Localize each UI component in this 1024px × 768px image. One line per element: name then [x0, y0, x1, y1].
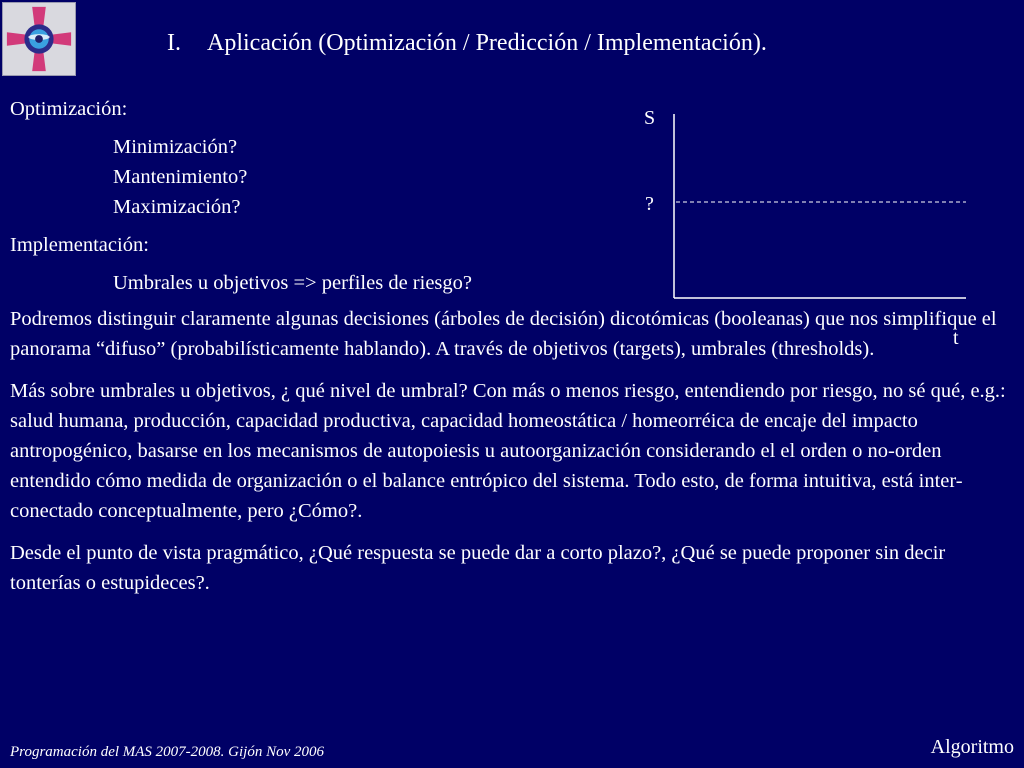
implementation-heading: Implementación: — [10, 234, 149, 256]
slide-title — [167, 30, 767, 57]
title-text: Aplicación (Optimización / Predicción / Implementación). — [207, 30, 767, 56]
optimization-item-minimize: Minimización? — [113, 136, 238, 158]
optimization-item-maximize: Maximización? — [113, 196, 241, 218]
diagram-x-label: t — [953, 327, 959, 349]
paragraph-decisions: Podremos distinguir claramente algunas decisiones (árboles de decisión) dicotómicas (booleanas) que nos simplifique el panorama “difuso” (probabilísticamente hablando). A través de objetivos (targets), umbrales (thresholds). — [10, 308, 997, 360]
implementation-item: Umbrales u objetivos => perfiles de riesgo? — [113, 272, 473, 294]
optimization-item-maintain: Mantenimiento? — [113, 166, 248, 188]
diagram-svg — [640, 96, 980, 356]
logo — [2, 2, 76, 76]
paragraph-thresholds: Más sobre umbrales u objetivos, ¿ qué nivel de umbral? Con más o menos riesgo, entendiendo por riesgo, no sé qué, e.g.: salud humana, producción, capacidad productiva, capacidad homeostática / homeorréica de encaje del impacto antropogénico, basarse en los mecanismos de autopoiesis u autoorganización considerando el el orden o no-orden entendido cómo medida de organización o el balance entrópico del sistema. Todo esto, de forma intuitiva, está inter-conectado conceptualmente, pero ¿Cómo?. — [10, 380, 1006, 522]
diagram-threshold-label: ? — [645, 193, 654, 215]
footer-course: Programación del MAS 2007-2008. Gijón Nov 2006 — [10, 744, 324, 760]
title-number: I. — [167, 30, 181, 56]
footer-section: Algoritmo — [930, 736, 1014, 758]
logo-emblem-icon — [3, 3, 75, 75]
threshold-diagram — [640, 96, 980, 356]
paragraph-pragmatic: Desde el punto de vista pragmático, ¿Qué respuesta se puede dar a corto plazo?, ¿Qué se puede proponer sin decir tonterías o estupideces?. — [10, 542, 946, 594]
optimization-heading: Optimización: — [10, 98, 128, 120]
diagram-y-label: S — [644, 107, 656, 129]
